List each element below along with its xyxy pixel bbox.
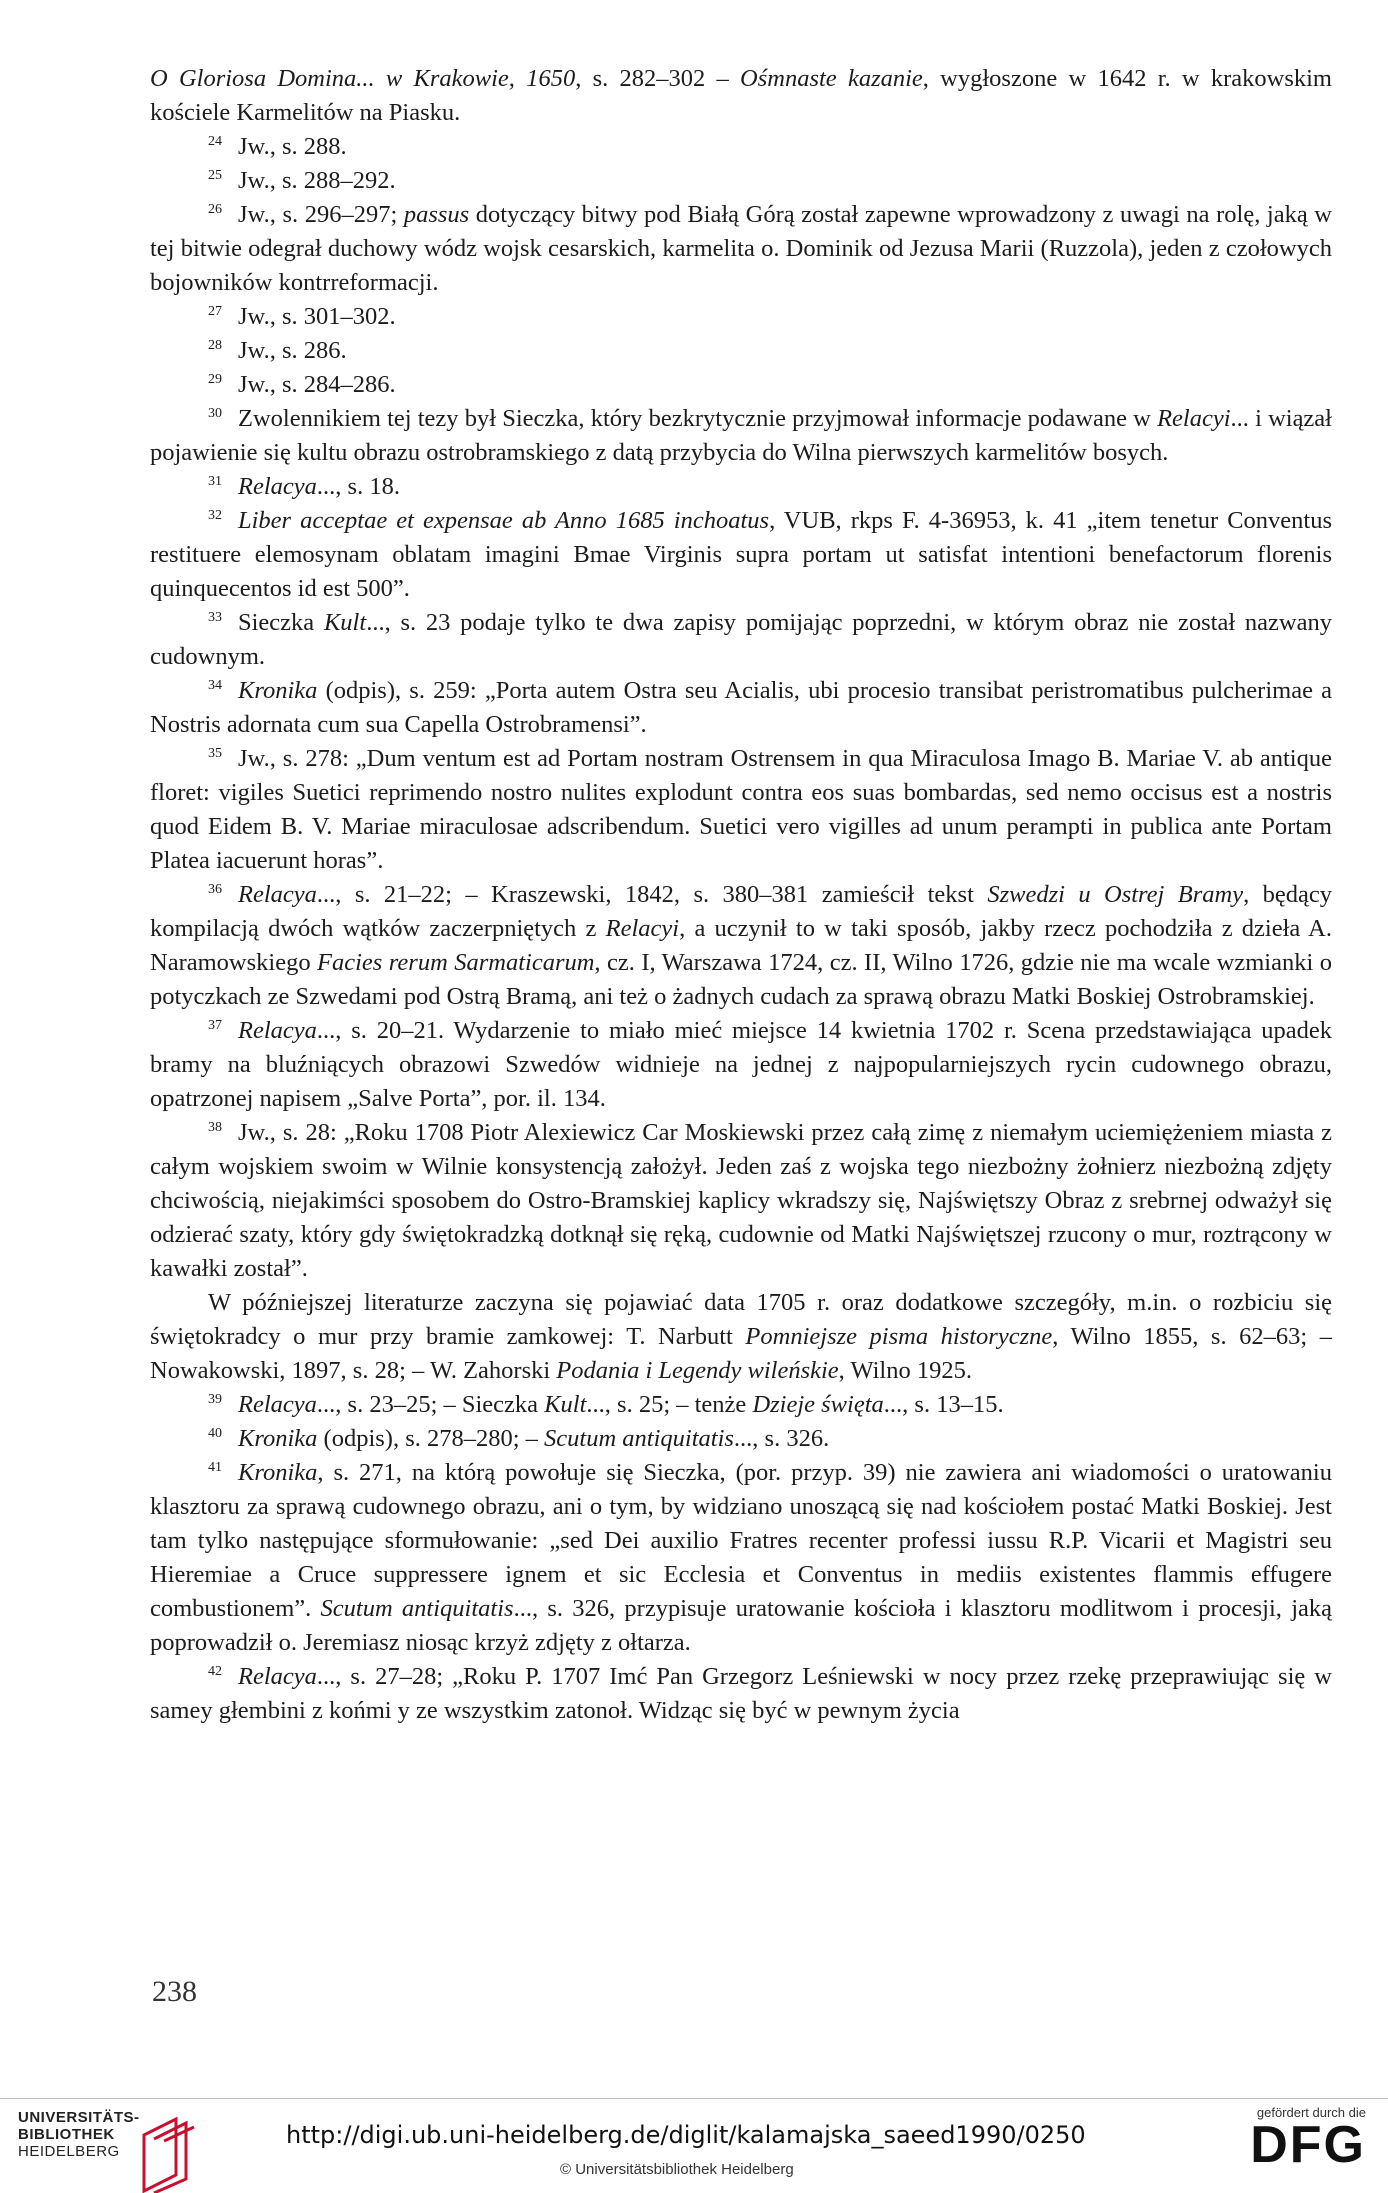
footnote-italic-text: Pomniejsze pisma historyczne bbox=[745, 1323, 1053, 1350]
footnote-number: 37 bbox=[208, 1017, 222, 1033]
footnote-italic-text: passus bbox=[403, 201, 470, 228]
footnote-text: , s. 282–302 – bbox=[575, 65, 741, 92]
university-library-logo[interactable] bbox=[18, 2109, 140, 2160]
footnote-24 bbox=[150, 130, 1332, 164]
footnote-continuation bbox=[150, 62, 1332, 130]
footnote-number: 25 bbox=[208, 167, 222, 183]
footnote-text: Sieczka bbox=[238, 609, 324, 636]
footnote-36 bbox=[150, 878, 1332, 1014]
footnote-number: 38 bbox=[208, 1119, 222, 1135]
footnote-33 bbox=[150, 606, 1332, 674]
footnote-25 bbox=[150, 164, 1332, 198]
footnote-text: , wygłoszone w 1642 r. w krakowskim kościele Karmelitów na Piasku. bbox=[150, 65, 1332, 126]
footnote-number: 30 bbox=[208, 405, 222, 421]
footnote-number: 31 bbox=[208, 473, 222, 489]
permalink-url[interactable]: http://digi.ub.uni-heidelberg.de/diglit/kalamajska_saeed1990/0250 bbox=[286, 2121, 1086, 2149]
footnote-italic-text: Relacya bbox=[238, 1663, 317, 1690]
footnote-text: , a uczynił to w taki sposób, jakby rzecz pochodziła z dzieła A. Naramowskiego bbox=[150, 915, 1332, 976]
footnote-italic-text: Kult bbox=[544, 1391, 587, 1418]
footnote-number: 24 bbox=[208, 133, 222, 149]
footnote-text: ..., s. 326. bbox=[733, 1425, 830, 1452]
footnote-29 bbox=[150, 368, 1332, 402]
footnote-text: Jw., s. 278: „Dum ventum est ad Portam nostram Ostrensem in qua Miraculosa Imago B. Mariae V. ab antique floret: vigiles Suetici reprimendo nostro nulites explodunt contra eos suas bombardas, sed nemo occisus est a nostris quod Eidem B. V. Mariae miraculosae adscribendum. Suetici vero vigilles ad unum perampti in publica ante Portam Platea iacuerunt horas”. bbox=[150, 745, 1332, 874]
footnote-italic-text: Relacyi bbox=[1157, 405, 1231, 432]
footnote-text: Jw., s. 296–297; bbox=[238, 201, 404, 228]
dfg-logo-text: DFG bbox=[1250, 2116, 1366, 2174]
footnote-italic-text: Kronika bbox=[238, 1425, 318, 1452]
footnote-number: 40 bbox=[208, 1425, 222, 1441]
footnote-italic-text: Scutum antiquitatis bbox=[320, 1595, 514, 1622]
footnote-text: , cz. I, Warszawa 1724, cz. II, Wilno 1726, gdzie nie ma wcale wzmianki o potyczkach ze Szwedami pod Ostrą Bramą, ani też o żadnych cudach za sprawą obrazu Matki Boskiej Ostrobramskiej. bbox=[150, 949, 1332, 1010]
footnote-38 bbox=[150, 1116, 1332, 1286]
footnote-text: Jw., s. 288–292. bbox=[238, 167, 396, 194]
footnote-31 bbox=[150, 470, 1332, 504]
copyright-notice: © Universitätsbibliothek Heidelberg bbox=[560, 2161, 794, 2178]
footnote-40 bbox=[150, 1422, 1332, 1456]
footnote-italic-text: Liber acceptae et expensae ab Anno 1685 inchoatus bbox=[238, 507, 770, 534]
footnote-text: ..., s. 23–25; – Sieczka bbox=[316, 1391, 545, 1418]
footnote-text: ..., s. 27–28; „Roku P. 1707 Imć Pan Grzegorz Leśniewski w nocy przez rzekę przeprawiując się w samey głembini z końmi y ze wszystkim zatonoł. Widząc się być w pewnym życia bbox=[150, 1663, 1332, 1724]
library-name-line1: UNIVERSITÄTS- bbox=[18, 2109, 140, 2126]
footnote-42 bbox=[150, 1660, 1332, 1728]
footnote-text: Zwolennikiem tej tezy był Sieczka, który bezkrytycznie przyjmował informacje podawane w bbox=[238, 405, 1158, 432]
footnote-32 bbox=[150, 504, 1332, 606]
footnote-italic-text: Relacya bbox=[238, 1017, 317, 1044]
footnote-italic-text: Relacyi bbox=[605, 915, 680, 942]
footnote-text: W późniejszej literaturze zaczyna się pojawiać data 1705 r. oraz dodatkowe szczegóły, m.in. o rozbiciu się świętokradcy o mur przy bramie zamkowej: T. Narbutt bbox=[150, 1289, 1332, 1350]
footnote-italic-text: Facies rerum Sarmaticarum bbox=[317, 949, 595, 976]
footnote-number: 29 bbox=[208, 371, 222, 387]
footnote-number: 35 bbox=[208, 745, 222, 761]
library-emblem-icon bbox=[136, 2115, 200, 2193]
footnote-number: 26 bbox=[208, 201, 222, 217]
viewer-footer bbox=[0, 2098, 1388, 2192]
footnote-text: , będący kompilacją dwóch wątków zaczerpniętych z bbox=[150, 881, 1333, 942]
footnote-text: , Wilno 1925. bbox=[838, 1357, 972, 1384]
footnote-italic-text: O Gloriosa Domina... w Krakowie, 1650 bbox=[150, 65, 576, 92]
footnote-text: Jw., s. 28: „Roku 1708 Piotr Alexiewicz Car Moskiewski przez całą zimę z niemałym uciemiężeniem miasta z całym wojskiem swoim w Wilnie konsystencją założył. Jeden zaś z wojska tego niezbożny żołnierz niezbożną zdjęty chciwością, niejakimści sposobem do Ostro-Bramskiej kaplicy wkradszy się, Najświętszy Obraz z srebrnej odważył się odzierać szaty, który gdy świętokradzką dotknął się ręką, cudownie od Matki Najświętszej rzucony o mur, roztrącony w kawałki został”. bbox=[150, 1119, 1332, 1282]
footnote-text: Jw., s. 286. bbox=[238, 337, 347, 364]
footnote-italic-text: Relacya bbox=[238, 473, 317, 500]
footnote-number: 27 bbox=[208, 303, 222, 319]
footnote-text: (odpis), s. 259: „Porta autem Ostra seu Acialis, ubi procesio transibat peristromatibus pulcherimae a Nostris adornata cum sua Capella Ostrobramensi”. bbox=[150, 677, 1332, 738]
library-name bbox=[18, 2109, 140, 2160]
footnote-35 bbox=[150, 742, 1332, 878]
footnote-italic-text: Szwedzi u Ostrej Bramy bbox=[987, 881, 1244, 908]
footnotes-column bbox=[150, 62, 1332, 1728]
footnote-italic-text: Ośmnaste kazanie bbox=[740, 65, 923, 92]
footnote-number: 28 bbox=[208, 337, 222, 353]
footnote-italic-text: Kronika bbox=[238, 677, 318, 704]
library-name-line3: HEIDELBERG bbox=[18, 2143, 120, 2160]
footnote-37 bbox=[150, 1014, 1332, 1116]
footnote-continuation bbox=[150, 1286, 1332, 1388]
footnote-italic-text: Kult bbox=[323, 609, 367, 636]
footnote-number: 32 bbox=[208, 507, 222, 523]
footnote-text: (odpis), s. 278–280; – bbox=[317, 1425, 545, 1452]
footnote-text: ..., s. 23 podaje tylko te dwa zapisy pomijając poprzedni, w którym obraz nie został nazwany cudownym. bbox=[150, 609, 1332, 670]
footnote-italic-text: Relacya bbox=[238, 1391, 317, 1418]
footnote-text: ..., s. 18. bbox=[316, 473, 400, 500]
footnote-italic-text: Relacya bbox=[238, 881, 317, 908]
footnote-27 bbox=[150, 300, 1332, 334]
footnote-39 bbox=[150, 1388, 1332, 1422]
footnote-text: ..., s. 21–22; – Kraszewski, 1842, s. 380–381 zamieścił tekst bbox=[316, 881, 988, 908]
footnote-number: 41 bbox=[208, 1459, 222, 1475]
footnote-number: 34 bbox=[208, 677, 222, 693]
footnote-number: 36 bbox=[208, 881, 222, 897]
footnote-text: , s. 271, na którą powołuje się Sieczka, (por. przyp. 39) nie zawiera ani wiadomości o uratowaniu klasztoru za sprawą cudownego obrazu, ani o tym, by widziano unoszącą się nad kościołem postać Matki Boskiej. Jest tam tylko następujące sformułowanie: „sed Dei auxilio Fratres recenter professi iussu R.P. Vicarii et Magistri seu Hieremiae a Cruce suppressere ignem et sic Ecclesia et Conventus in mediis existentes flammis effugere combustionem”. bbox=[150, 1459, 1332, 1622]
footnote-text: ..., s. 13–15. bbox=[883, 1391, 1004, 1418]
footnote-30 bbox=[150, 402, 1332, 470]
footnote-text: ..., s. 20–21. Wydarzenie to miało mieć miejsce 14 kwietnia 1702 r. Scena przedstawiająca upadek bramy na bluźniących obrazowi Szwedów widnieje na jednej z najpopularniejszych rycin cudownego obrazu, opatrzonej napisem „Salve Porta”, por. il. 134. bbox=[150, 1017, 1332, 1112]
footnote-text: , VUB, rkps F. 4-36953, k. 41 „item tenetur Conventus restituere elemosynam oblatam imagini Bmae Virginis supra portam ut satisfat intentioni benefactorum florenis quinquecentos id est 500”. bbox=[150, 507, 1332, 602]
footnote-text: Jw., s. 284–286. bbox=[238, 371, 396, 398]
footnote-italic-text: Scutum antiquitatis bbox=[544, 1425, 734, 1452]
footnote-34 bbox=[150, 674, 1332, 742]
footnote-text: Jw., s. 301–302. bbox=[238, 303, 396, 330]
footnote-text: ... i wiązał pojawienie się kultu obrazu ostrobramskiego z datą przybycia do Wilna pierwszych karmelitów bosych. bbox=[150, 405, 1332, 466]
footnote-text: ..., s. 25; – tenże bbox=[586, 1391, 753, 1418]
footnote-text: , Wilno 1855, s. 62–63; – Nowakowski, 1897, s. 28; – W. Zahorski bbox=[150, 1323, 1332, 1384]
footnote-number: 39 bbox=[208, 1391, 222, 1407]
library-name-line2: BIBLIOTHEK bbox=[18, 2126, 115, 2143]
footnote-text: ..., s. 326, przypisuje uratowanie kościoła i klasztoru modlitwom i procesji, jaką poprowadził o. Jeremiasz niosąc krzyż zdjęty z ołtarza. bbox=[150, 1595, 1332, 1656]
footnote-number: 42 bbox=[208, 1663, 222, 1679]
footnote-41 bbox=[150, 1456, 1332, 1660]
dfg-funding-logo[interactable] bbox=[1206, 2105, 1366, 2174]
footnote-italic-text: Podania i Legendy wileńskie bbox=[556, 1357, 839, 1384]
footnote-text: Jw., s. 288. bbox=[238, 133, 347, 160]
footnote-28 bbox=[150, 334, 1332, 368]
dfg-caption: gefördert durch die bbox=[1256, 2105, 1366, 2120]
footnote-text: dotyczący bitwy pod Białą Górą został zapewne wprowadzony z uwagi na rolę, jaką w tej bitwie odegrał duchowy wódz wojsk cesarskich, karmelita o. Dominik od Jezusa Marii (Ruzzola), jeden z czołowych bojowników kontrreformacji. bbox=[150, 201, 1332, 296]
page-number: 238 bbox=[152, 1975, 197, 2008]
footnote-number: 33 bbox=[208, 609, 222, 625]
footnote-italic-text: Kronika bbox=[238, 1459, 318, 1486]
footnote-italic-text: Dzieje święta bbox=[752, 1391, 884, 1418]
footnote-26 bbox=[150, 198, 1332, 300]
